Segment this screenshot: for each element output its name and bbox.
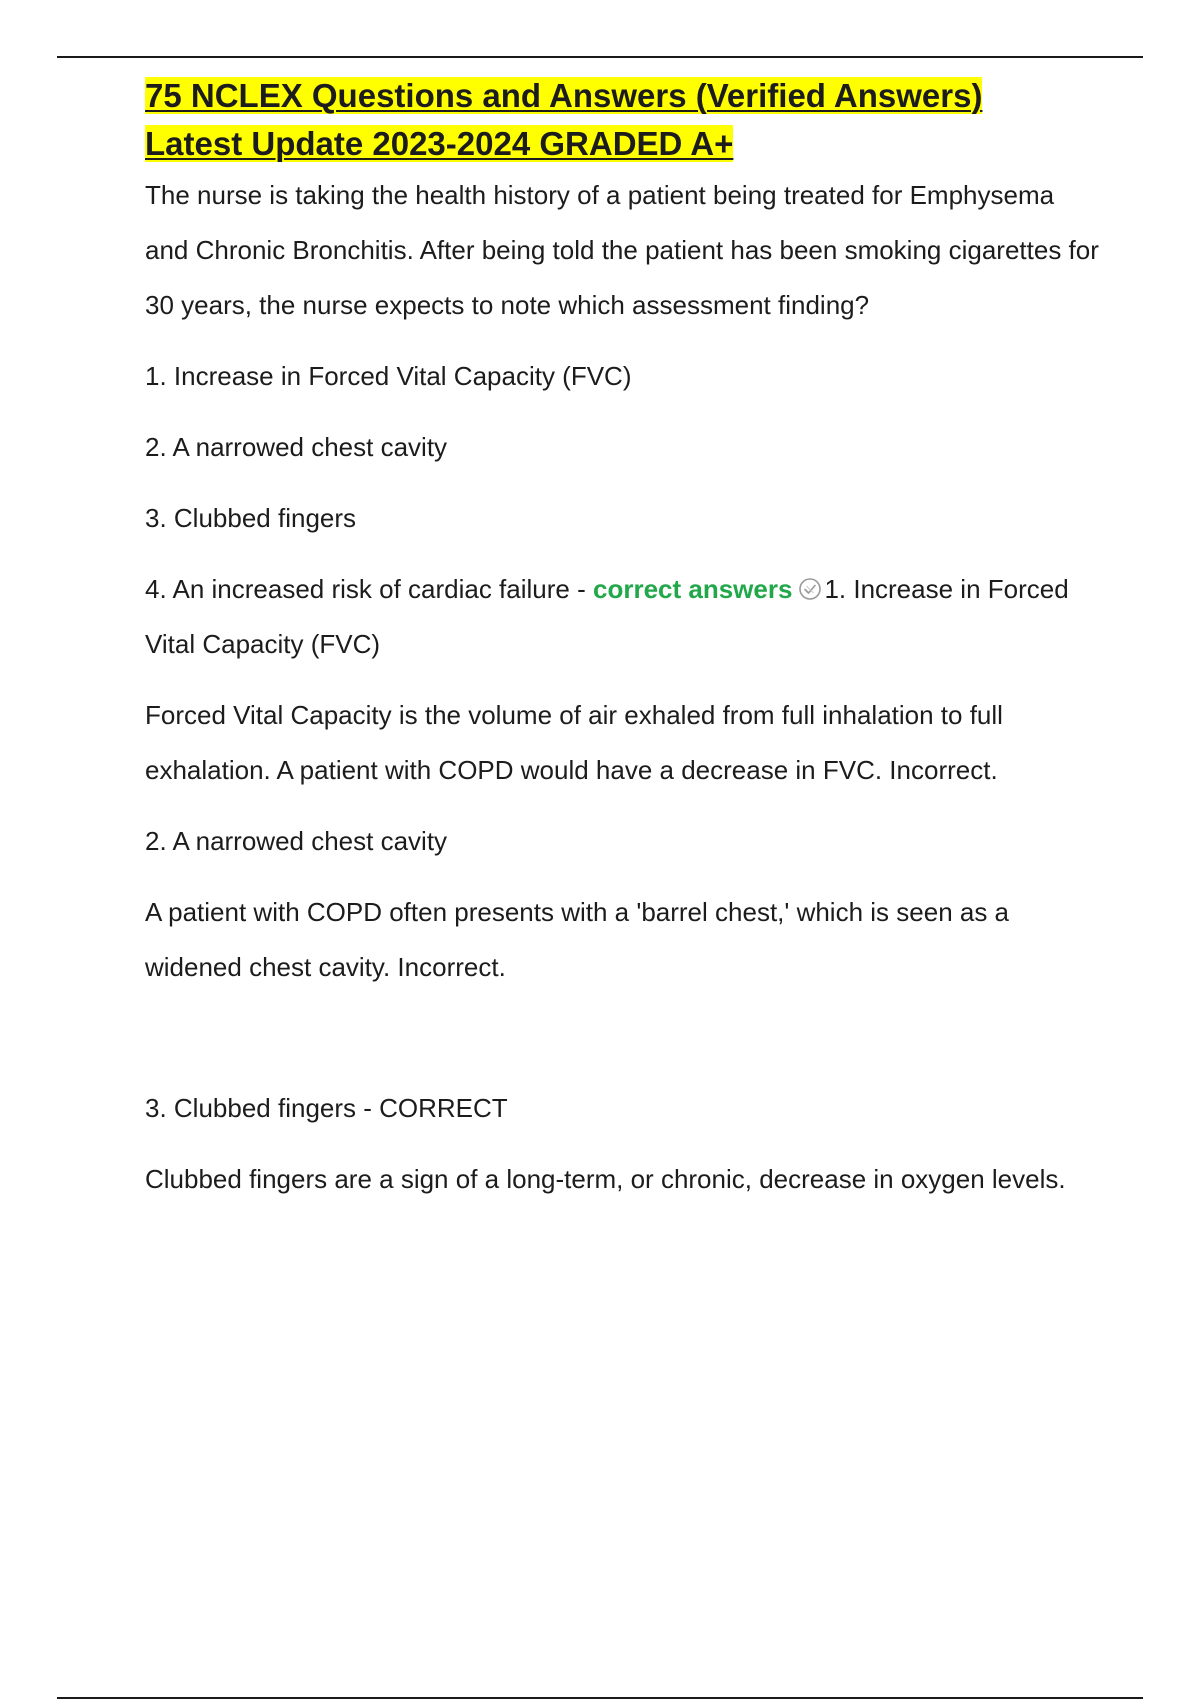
answer-text: 1. Increase in Forced Vital Capacity (FVC) xyxy=(145,574,1069,659)
explanation-1: Forced Vital Capacity is the volume of air exhaled from full inhalation to full exhalation. A patient with COPD would have a decrease in FVC. Incorrect. xyxy=(145,700,1003,785)
document-title xyxy=(145,72,1100,168)
answer-label: correct answers xyxy=(592,574,793,604)
option-3-correct: 3. Clubbed fingers - CORRECT xyxy=(145,1093,508,1123)
check-circle-icon xyxy=(798,565,822,589)
question-text: The nurse is taking the health history of a patient being treated for Emphysema and Chronic Bronchitis. After being told the patient has been smoking cigarettes for 30 years, the nurse expects to note which assessment finding? xyxy=(145,180,1099,320)
title-line-1: 75 NCLEX Questions and Answers (Verified Answers) xyxy=(145,77,983,114)
explanation-2: A patient with COPD often presents with a 'barrel chest,' which is seen as a widened chest cavity. Incorrect. xyxy=(145,897,1010,982)
footer-rule xyxy=(57,1697,1143,1699)
document-content xyxy=(145,72,1100,1223)
option-2-repeat: 2. A narrowed chest cavity xyxy=(145,826,448,856)
spacer xyxy=(145,1011,1100,1081)
title-line-2: Latest Update 2023-2024 GRADED A+ xyxy=(145,125,734,162)
option-2: 2. A narrowed chest cavity xyxy=(145,432,448,462)
option-1: 1. Increase in Forced Vital Capacity (FVC) xyxy=(145,361,632,391)
header-rule xyxy=(57,56,1143,58)
option-4-with-answer xyxy=(145,562,1100,672)
option-4-text: 4. An increased risk of cardiac failure - xyxy=(145,574,593,604)
explanation-3: Clubbed fingers are a sign of a long-term, or chronic, decrease in oxygen levels. xyxy=(145,1164,1066,1194)
option-3: 3. Clubbed fingers xyxy=(145,503,357,533)
